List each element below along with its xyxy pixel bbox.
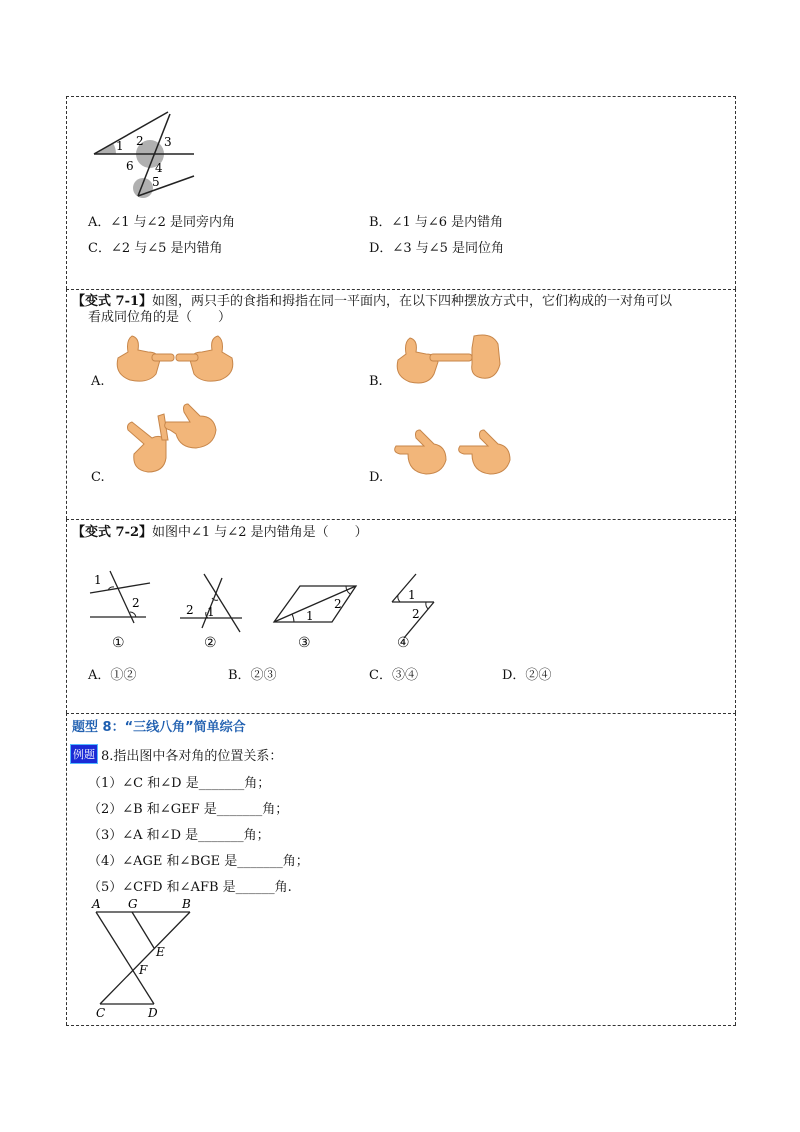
type8-item-1: （1）∠C 和∠D 是_______角； (88, 776, 271, 791)
variant72-tag: 【变式 7-2】 (72, 525, 153, 540)
fig1-label-2: 2 (136, 134, 144, 148)
fig1-label-3: 3 (164, 135, 172, 149)
frame-bottom-border (66, 1025, 736, 1026)
fig-2-label-1: 1 (207, 605, 215, 619)
figure-caption-4: ④ (397, 635, 410, 651)
type8-figure (86, 896, 206, 1022)
option-d: D．∠3 与∠5 是同位角 (369, 241, 505, 256)
option-72-a: A．①② (88, 668, 137, 683)
fig-1-label-1: 1 (94, 573, 102, 587)
figure-1 (86, 565, 156, 625)
hands-label-c: C. (91, 470, 105, 485)
variant71-question-line2: 看成同位角的是（ ） (88, 310, 232, 325)
figure-caption-1: ① (112, 635, 125, 651)
type8-question: 8.指出图中各对角的位置关系： (101, 749, 283, 764)
hands-label-b: B. (369, 374, 383, 389)
point-label-e: E (156, 945, 165, 959)
point-label-c: C (96, 1006, 106, 1020)
fig-4-label-1: 1 (408, 588, 416, 602)
figure-3 (270, 580, 360, 626)
variant72-question (72, 521, 368, 540)
fig-4-label-2: 2 (412, 607, 420, 621)
fig-3-label-1: 1 (306, 609, 314, 623)
option-c: C．∠2 与∠5 是内错角 (88, 241, 223, 256)
fig-1-label-2: 2 (132, 596, 140, 610)
type8-item-3: （3）∠A 和∠D 是_______角； (88, 828, 270, 843)
point-label-b: B (182, 897, 191, 911)
figure-caption-3: ③ (298, 635, 311, 651)
fig-3-label-2: 2 (334, 597, 342, 611)
hands-label-a: A. (91, 374, 105, 389)
figure-caption-2: ② (204, 635, 217, 651)
fig1-label-1: 1 (116, 139, 124, 153)
hands-label-d: D. (369, 470, 384, 485)
type8-heading: 题型 8：“三线八角”简单综合 (72, 720, 246, 735)
figure-4 (386, 572, 446, 642)
option-b: B．∠1 与∠6 是内错角 (369, 215, 504, 230)
point-label-d: D (148, 1006, 158, 1020)
fig1-label-6: 6 (126, 159, 134, 173)
point-label-f: F (139, 963, 148, 977)
variant72-question-text: 如图中∠1 与∠2 是内错角是（ ） (152, 525, 368, 540)
hands-image-b (390, 330, 506, 386)
option-a: A．∠1 与∠2 是同旁内角 (88, 215, 235, 230)
type8-item-5: （5）∠CFD 和∠AFB 是______角. (88, 880, 292, 895)
figure-2 (176, 572, 246, 638)
hands-image-c (118, 400, 224, 476)
option-72-c: C．③④ (369, 668, 418, 683)
fig-2-label-2: 2 (186, 603, 194, 617)
hands-image-a (110, 330, 240, 386)
point-label-g: G (128, 897, 138, 911)
fig1-label-5: 5 (152, 175, 160, 189)
angle-figure-1 (88, 108, 208, 198)
hands-image-d (390, 424, 512, 480)
option-72-b: B．②③ (228, 668, 277, 683)
variant71-tag: 【变式 7-1】 (72, 294, 153, 309)
type8-item-4: （4）∠AGE 和∠BGE 是_______角； (88, 854, 309, 869)
fig1-label-4: 4 (155, 161, 163, 175)
example-badge: 例题 (70, 744, 98, 764)
option-72-d: D．②④ (502, 668, 552, 683)
point-label-a: A (92, 897, 101, 911)
type8-item-2: （2）∠B 和∠GEF 是_______角； (88, 802, 289, 817)
variant71-question-text: 如图，两只手的食指和拇指在同一平面内，在以下四种摆放方式中，它们构成的一对角可以 (152, 294, 673, 309)
